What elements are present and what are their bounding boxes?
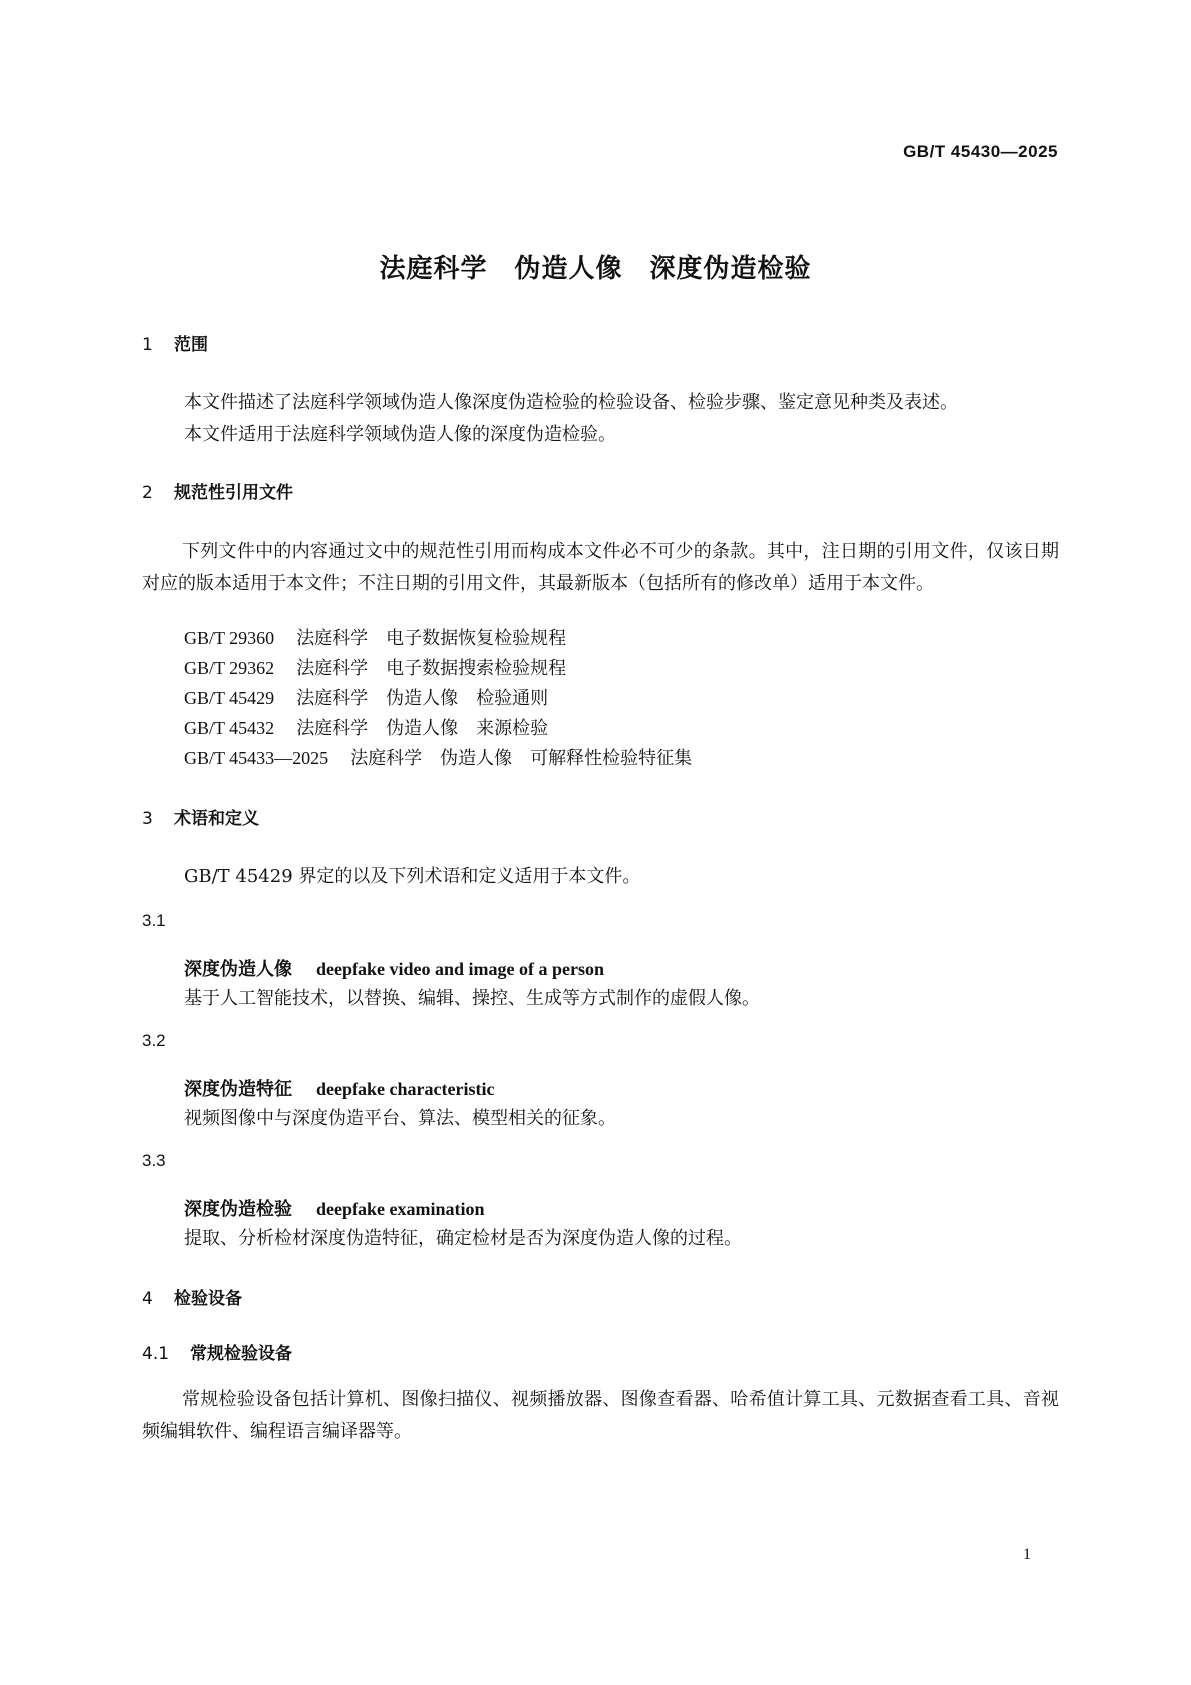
standard-number: GB/T 45430—2025 [903,142,1058,161]
scope-paragraph-2: 本文件适用于法庭科学领域伪造人像的深度伪造检验。 [184,424,616,445]
term-number: 3.3 [142,1151,166,1170]
section-number: 4 [142,1289,153,1309]
term-chinese: 深度伪造检验 [184,1199,292,1220]
term-heading [184,955,604,981]
term-english: deepfake video and image of a person [316,959,604,979]
section-number: 2 [142,483,153,503]
subsection-title: 常规检验设备 [190,1344,292,1364]
term-definition: 基于人工智能技术，以替换、编辑、操控、生成等方式制作的虚假人像。 [184,988,760,1009]
reference-code: GB/T 29360 [184,628,275,648]
term-heading [184,1195,485,1221]
section-title: 检验设备 [174,1289,242,1309]
term-chinese: 深度伪造特征 [184,1079,292,1100]
subsection-number: 4.1 [142,1344,170,1364]
section-3-heading [142,804,259,829]
reference-item [184,624,566,650]
term-number: 3.2 [142,1031,166,1050]
reference-item [184,684,548,710]
reference-title: 法庭科学 伪造人像 来源检验 [296,718,549,739]
term-english: deepfake examination [316,1199,485,1219]
term-chinese: 深度伪造人像 [184,959,292,980]
section-title: 范围 [174,335,208,355]
page-number: 1 [1023,1546,1031,1563]
section-number: 1 [142,335,153,355]
term-heading [184,1075,494,1101]
term-definition: 视频图像中与深度伪造平台、算法、模型相关的征象。 [184,1108,616,1129]
section-2-heading [142,478,293,503]
subsection-4-1-heading [142,1339,292,1364]
scope-paragraph-1: 本文件描述了法庭科学领域伪造人像深度伪造检验的检验设备、检验步骤、鉴定意见种类及表述。 [184,392,958,413]
section-title: 规范性引用文件 [174,483,293,503]
reference-code: GB/T 45429 [184,688,275,708]
reference-item [184,654,566,680]
document-title: 法庭科学 伪造人像 深度伪造检验 [379,254,812,284]
equipment-paragraph: 常规检验设备包括计算机、图像扫描仪、视频播放器、图像查看器、哈希值计算工具、元数据查看工具、音视频编辑软件、编程语言编译器等。 [142,1389,1059,1442]
term-definition: 提取、分析检材深度伪造特征，确定检材是否为深度伪造人像的过程。 [184,1228,742,1249]
reference-code: GB/T 45433—2025 [184,748,329,768]
section-number: 3 [142,809,153,829]
reference-title: 法庭科学 电子数据搜索检验规程 [296,658,567,679]
reference-title: 法庭科学 电子数据恢复检验规程 [296,628,567,649]
section-4-heading [142,1284,242,1309]
section-1-heading [142,330,208,355]
reference-title: 法庭科学 伪造人像 检验通则 [296,688,549,709]
reference-title: 法庭科学 伪造人像 可解释性检验特征集 [350,748,693,769]
terms-intro: GB/T 45429 界定的以及下列术语和定义适用于本文件。 [184,866,641,887]
reference-item [184,744,692,770]
term-number: 3.1 [142,911,166,930]
section-title: 术语和定义 [174,809,259,829]
normative-intro-paragraph: 下列文件中的内容通过文中的规范性引用而构成本文件必不可少的条款。其中，注日期的引用文件，仅该日期对应的版本适用于本文件；不注日期的引用文件，其最新版本（包括所有的修改单）适用于本文件。 [142,541,1059,594]
reference-item [184,714,548,740]
reference-code: GB/T 45432 [184,718,275,738]
reference-code: GB/T 29362 [184,658,275,678]
term-english: deepfake characteristic [316,1079,495,1099]
